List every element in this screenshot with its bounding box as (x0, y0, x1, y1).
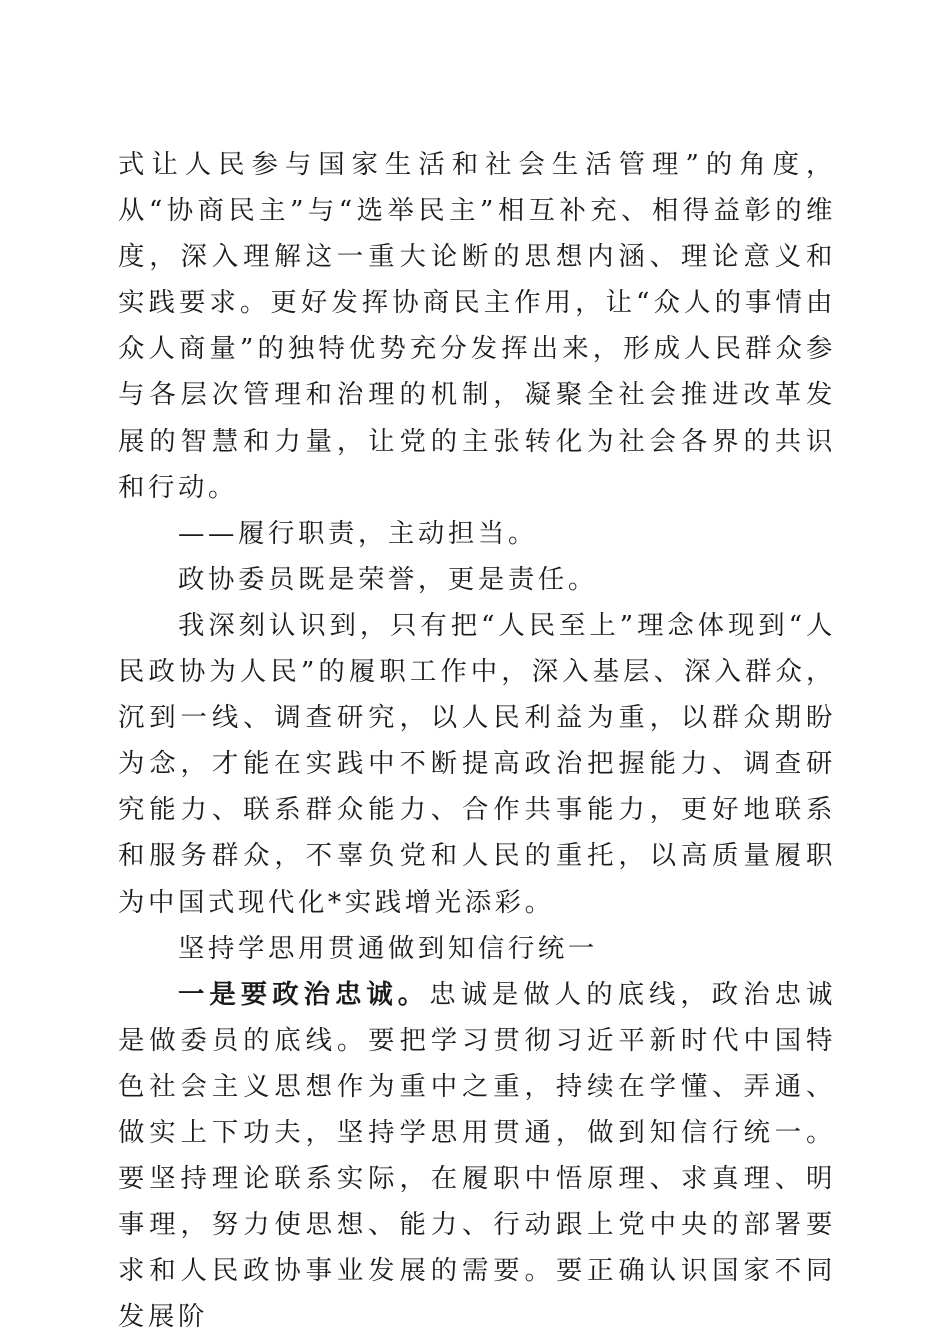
paragraph-3 (118, 557, 836, 603)
paragraph-text: 政协委员既是荣誉，更是责任。 (178, 563, 598, 595)
document-body (118, 142, 836, 1340)
paragraph-text: 式让人民参与国家生活和社会生活管理”的角度，从“协商民主”与“选举民主”相互补充、相得益彰的维度，深入理解这一重大论断的思想内涵、理论意义和实践要求。更好发挥协商民主作用，让“众人的事情由众人商量”的独特优势充分发挥出来，形成人民群众参与各层次管理和治理的机制，凝聚全社会推进改革发展的智慧和力量，让党的主张转化为社会各界的共识和行动。 (118, 149, 836, 503)
paragraph-lead-bold: 一是要政治忠诚。 (178, 978, 430, 1010)
paragraph-4 (118, 603, 836, 926)
paragraph-text: ——履行职责，主动担当。 (178, 517, 538, 549)
paragraph-5-heading (118, 926, 836, 972)
paragraph-text: 我深刻认识到，只有把“人民至上”理念体现到“人民政协为人民”的履职工作中，深入基层、深入群众，沉到一线、调查研究，以人民利益为重，以群众期盼为念，才能在实践中不断提高政治把握能力、调查研究能力、联系群众能力、合作共事能力，更好地联系和服务群众，不辜负党和人民的重托，以高质量履职为中国式现代化*实践增光添彩。 (118, 609, 836, 918)
paragraph-1 (118, 142, 836, 511)
paragraph-2-heading (118, 511, 836, 557)
paragraph-6 (118, 972, 836, 1341)
paragraph-text: 忠诚是做人的底线，政治忠诚是做委员的底线。要把学习贯彻习近平新时代中国特色社会主义思想作为重中之重，持续在学懂、弄通、做实上下功夫，坚持学思用贯通，做到知信行统一。要坚持理论联系实际，在履职中悟原理、求真理、明事理，努力使思想、能力、行动跟上党中央的部署要求和人民政协事业发展的需要。要正确认识国家不同发展阶 (118, 978, 836, 1333)
paragraph-text: 坚持学思用贯通做到知信行统一 (178, 932, 598, 964)
